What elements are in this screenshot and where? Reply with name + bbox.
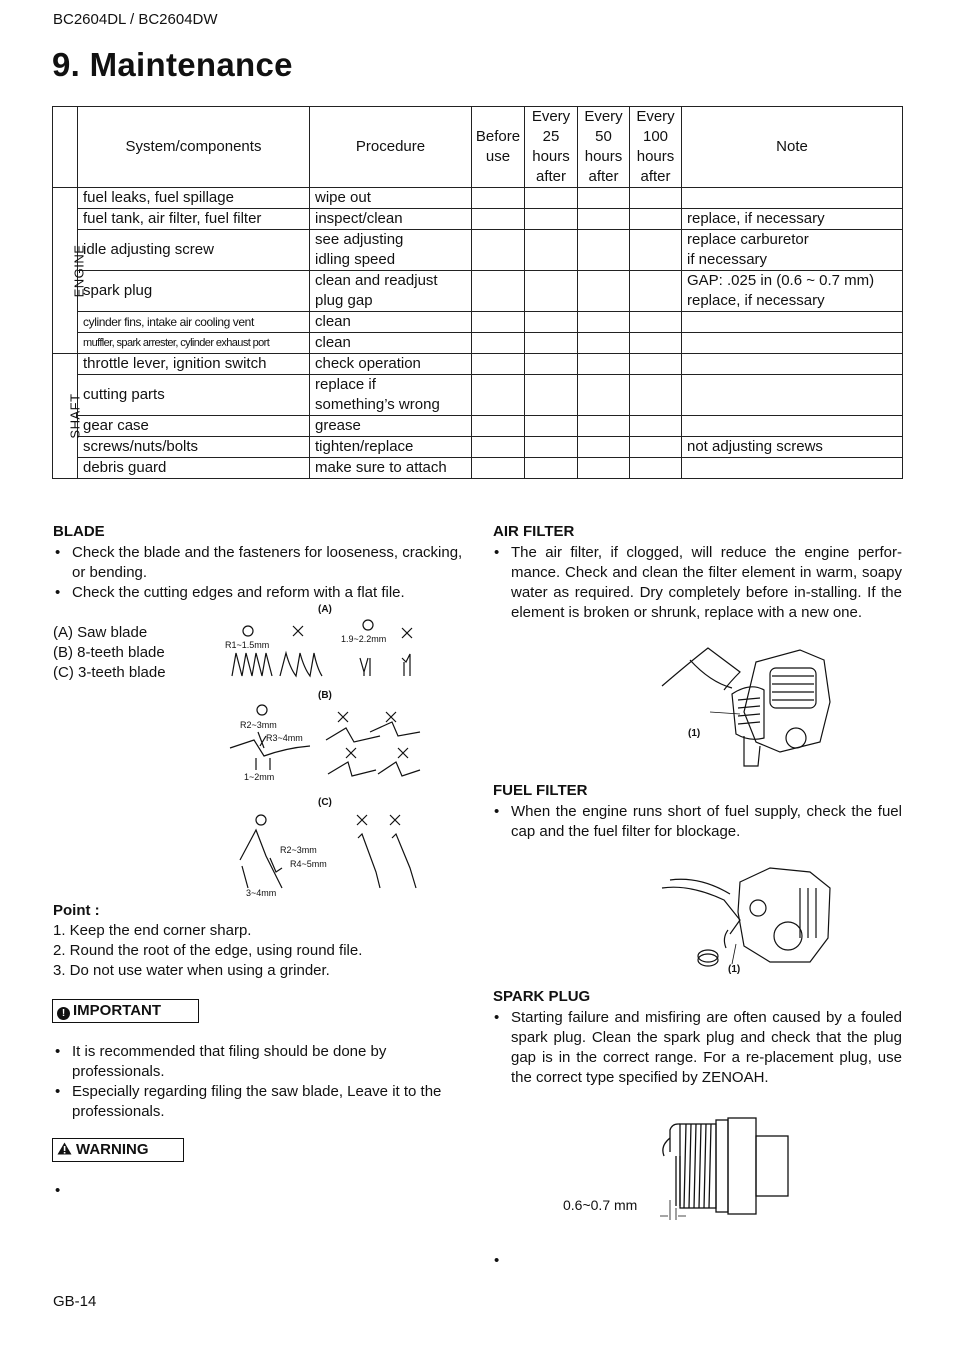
- blade-filing-diagram: [220, 598, 470, 900]
- table-row: [53, 437, 903, 458]
- cell-procedure: clean: [310, 333, 472, 354]
- figure-text: 1~2mm: [244, 772, 275, 782]
- cell-note: GAP: .025 in (0.6 ~ 0.7 mm) replace, if necessary: [682, 271, 903, 312]
- cell-note: [682, 416, 903, 437]
- table-row: [53, 416, 903, 437]
- cell-note: [682, 188, 903, 209]
- air-filter-bullet: • The air filter, if clogged, will reduce the engine perfor-mance. Check and clean the filter element in warm, soapy water as required. Dry completely before in-stalling. If the element is broken or shrunk, replace with a new one.: [494, 544, 902, 621]
- table-row: [53, 230, 903, 271]
- gap-label: 0.6~0.7 mm: [563, 1197, 638, 1213]
- header-every-100: Every 100 hours after: [630, 107, 682, 188]
- model-number: BC2604DL / BC2604DW: [53, 11, 218, 28]
- spark-plug-bullet: • Starting failure and misfiring are often caused by a fouled spark plug. Clean the spark plug and check that the plug gap is in the correct range. For a re-placement plug, use the correct type specified by ZENOAH.: [494, 1009, 902, 1086]
- section-engine: ENGINE: [53, 188, 78, 354]
- figure-text: R1~1.5mm: [225, 640, 270, 650]
- warning-label: WARNING: [52, 1138, 184, 1162]
- table-row: [53, 271, 903, 312]
- maintenance-table: [52, 106, 903, 479]
- cell-component: spark plug: [78, 271, 310, 312]
- header-every-50: Every 50 hours after: [578, 107, 630, 188]
- blade-heading: BLADE: [53, 523, 105, 540]
- figure-text: 3~4mm: [246, 888, 277, 898]
- spark-plug-heading: SPARK PLUG: [493, 988, 591, 1005]
- page-number: GB-14: [53, 1293, 97, 1310]
- callout-label: (1): [688, 728, 701, 739]
- fuel-filter-heading: FUEL FILTER: [493, 782, 588, 799]
- header-every-25: Every 25 hours after: [525, 107, 578, 188]
- blade-bullet: • Check the blade and the fasteners for looseness, cracking, or bending.: [55, 544, 463, 581]
- figure-text: R2~3mm: [240, 720, 277, 730]
- list-item: 3. Do not use water when using a grinder.: [53, 962, 330, 979]
- table-row: [53, 209, 903, 230]
- important-bullet: • Especially regarding filing the saw blade, Leave it to the professionals.: [55, 1083, 442, 1120]
- header-procedure: Procedure: [310, 107, 472, 188]
- blade-bullet: • Check the cutting edges and reform with a flat file.: [55, 584, 405, 601]
- figure-label-a: (A): [318, 604, 332, 615]
- list-item: (C) 3-teeth blade: [53, 664, 166, 681]
- cell-note: [682, 375, 903, 416]
- point-heading: Point :: [53, 902, 100, 919]
- cell-component: gear case: [78, 416, 310, 437]
- cell-procedure: check operation: [310, 354, 472, 375]
- list-item: 1. Keep the end corner sharp.: [53, 922, 252, 939]
- table-row: [53, 188, 903, 209]
- section-shaft: SHAFT: [53, 354, 78, 479]
- table-row: [53, 354, 903, 375]
- cell-procedure: grease: [310, 416, 472, 437]
- figure-text: 1.9~2.2mm: [341, 634, 387, 644]
- cell-note: not adjusting screws: [682, 437, 903, 458]
- header-blank: [53, 107, 78, 188]
- figure-text: R4~5mm: [290, 859, 327, 869]
- cell-component: screws/nuts/bolts: [78, 437, 310, 458]
- table-row: [53, 375, 903, 416]
- point-list: [53, 921, 362, 981]
- blade-type-list: [53, 623, 166, 683]
- header-before-use: Before use: [472, 107, 525, 188]
- cell-component: cylinder fins, intake air cooling vent: [78, 312, 310, 333]
- cell-procedure: wipe out: [310, 188, 472, 209]
- cell-component: fuel leaks, fuel spillage: [78, 188, 310, 209]
- cell-note: [682, 458, 903, 479]
- cell-note: [682, 333, 903, 354]
- list-item: 2. Round the root of the edge, using round file.: [53, 942, 363, 959]
- warning-triangle-icon: [57, 1142, 72, 1155]
- cell-procedure: clean: [310, 312, 472, 333]
- air-filter-heading: AIR FILTER: [493, 523, 575, 540]
- list-item: (A) Saw blade: [53, 624, 148, 641]
- cell-procedure: see adjusting idling speed: [310, 230, 472, 271]
- cell-note: replace, if necessary: [682, 209, 903, 230]
- page-title: 9. Maintenance: [52, 46, 293, 83]
- air-filter-illustration: [660, 642, 835, 770]
- cell-procedure: inspect/clean: [310, 209, 472, 230]
- figure-label-b: (B): [318, 690, 332, 701]
- cell-note: [682, 354, 903, 375]
- cell-procedure: replace if something’s wrong: [310, 375, 472, 416]
- cell-note: replace carburetor if necessary: [682, 230, 903, 271]
- important-bullet: • It is recommended that filing should be done by professionals.: [55, 1043, 387, 1080]
- cell-note: [682, 312, 903, 333]
- cell-procedure: make sure to attach: [310, 458, 472, 479]
- fuel-filter-bullet: • When the engine runs short of fuel supply, check the fuel cap and the fuel filter for blockage.: [494, 803, 902, 840]
- cell-component: idle adjusting screw: [78, 230, 310, 271]
- cell-procedure: clean and readjust plug gap: [310, 271, 472, 312]
- cell-component: debris guard: [78, 458, 310, 479]
- table-row: [53, 333, 903, 354]
- callout-label: (1): [728, 964, 741, 975]
- table-row: [53, 458, 903, 479]
- spark-plug-illustration: [560, 1116, 795, 1226]
- fuel-filter-illustration: [660, 858, 835, 976]
- cell-component: muffler, spark arrester, cylinder exhaust port: [78, 333, 310, 354]
- important-label: ! IMPORTANT: [52, 999, 199, 1023]
- cell-procedure: tighten/replace: [310, 437, 472, 458]
- figure-text: R3~4mm: [266, 733, 303, 743]
- table-row: [53, 312, 903, 333]
- cell-component: fuel tank, air filter, fuel filter: [78, 209, 310, 230]
- header-system: System/components: [78, 107, 310, 188]
- exclamation-icon: !: [57, 1007, 70, 1020]
- figure-text: R2~3mm: [280, 845, 317, 855]
- figure-label-c: (C): [318, 797, 332, 808]
- cell-component: throttle lever, ignition switch: [78, 354, 310, 375]
- list-item: (B) 8-teeth blade: [53, 644, 165, 661]
- header-note: Note: [682, 107, 903, 188]
- cell-component: cutting parts: [78, 375, 310, 416]
